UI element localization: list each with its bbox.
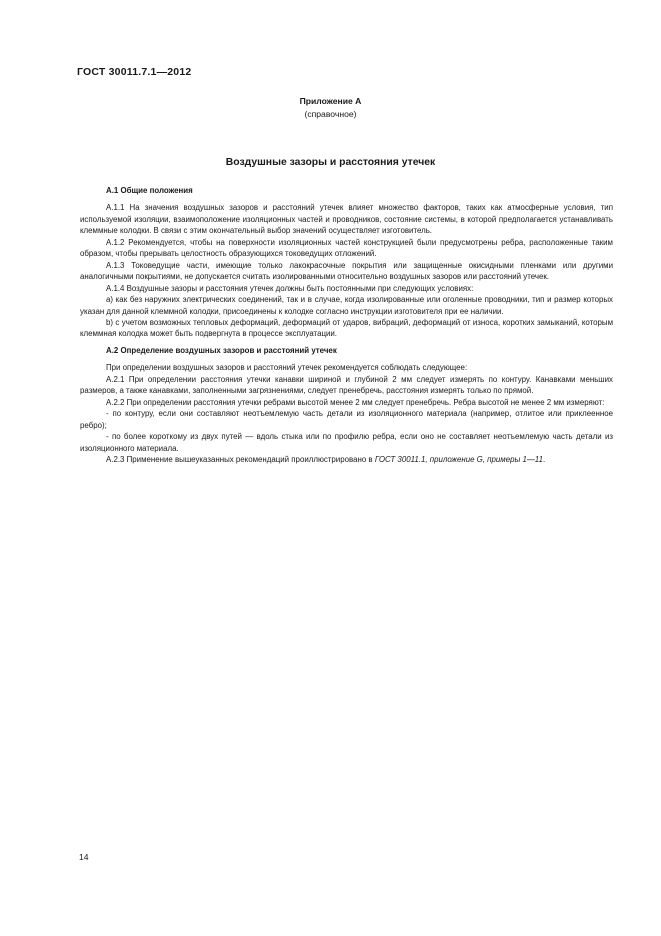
list-item-b: b) с учетом возможных тепловых деформаций, деформаций от ударов, вибраций, деформаций от износа, коротких замыканий, которым клеммная колодка может быть подвергнута в процессе эксплуатации. — [80, 317, 613, 339]
paragraph-a2-2: А.2.2 При определении расстояния утечки ребрами высотой менее 2 мм следует пренебречь. Ребра высотой не менее 2 мм измеряют: — [106, 397, 605, 407]
standard-code-header: ГОСТ 30011.7.1—2012 — [77, 66, 192, 78]
paragraph-a1-1: А.1.1 На значения воздушных зазоров и расстояний утечек влияет множество факторов, таких как атмосферные условия, тип используемой изоляции, взаимоположение изоляционных частей и проводников, состояние системы, в которой предполагается устанавливать клеммные колодки. В связи с этим окончательный выбор значений осуществляет изготовитель. — [80, 203, 613, 236]
section-heading-a2: А.2 Определение воздушных зазоров и расстояний утечек — [106, 345, 337, 355]
paragraph-a1-2: А.1.2 Рекомендуется, чтобы на поверхности изоляционных частей конструкцией были предусмотрены ребра, расположенные таким образом, чтобы прерывать целостность образующихся токоведущих отложений. — [80, 237, 613, 259]
paragraph-a2-3-text: А.2.3 Применение вышеуказанных рекомендаций проиллюстрировано в — [106, 454, 375, 464]
page-number: 14 — [79, 852, 89, 862]
paragraph-a1-4: А.1.4 Воздушные зазоры и расстояния утечек должны быть постоянными при следующих условиях: — [106, 283, 474, 293]
annex-body — [80, 185, 613, 465]
list-item-contour: - по контуру, если они составляют неотъемлемую часть детали из изоляционного материала (например, отлитое или приклеенное ребро); — [80, 409, 613, 430]
paragraph-a2-3-end: . — [542, 454, 546, 464]
standard-reference-link: ГОСТ 30011.1, приложение G, примеры 1—11 — [374, 454, 543, 464]
paragraph-a1-3: А.1.3 Токоведущие части, имеющие только лакокрасочные покрытия или защищенные окисидными пленками или другими аналогичными покрытиями, не допускается считать изолированными относительно воздушных зазоров или расстояний утечек. — [80, 260, 613, 282]
section-heading-a1: А.1 Общие положения — [106, 186, 193, 195]
paragraph-a2-3 — [80, 454, 613, 465]
list-item-shorter-path: - по более короткому из двух путей — вдоль стыка или по профилю ребра, если оно не составляет неотъемлемую часть детали из изоляционного материала. — [80, 432, 613, 453]
annex-caption — [0, 95, 661, 120]
annex-title: Воздушные зазоры и расстояния утечек — [225, 157, 436, 168]
paragraph-a2-intro: При определении воздушных зазоров и расстояний утечек рекомендуется соблюдать следующее: — [106, 363, 468, 373]
annex-type: (справочное) — [304, 108, 357, 119]
annex-label: Приложение А — [299, 96, 362, 106]
list-item-a: а) как без наружних электрических соединений, так и в случае, когда изолированные или оголенные проводники, тип и размер которых указан для данной клеммной колодки, присоединены к колодке согласно инструкции изготовителя при ее наличии. — [80, 295, 613, 316]
paragraph-a2-1: А.2.1 При определении расстояния утечки канавки шириной и глубиной 2 мм следует измерять по контуру. Канавками меньших размеров, а также канавками, заполненными загрязнениями, следует пренебречь, расстояния измерять только по прямой. — [80, 374, 613, 396]
